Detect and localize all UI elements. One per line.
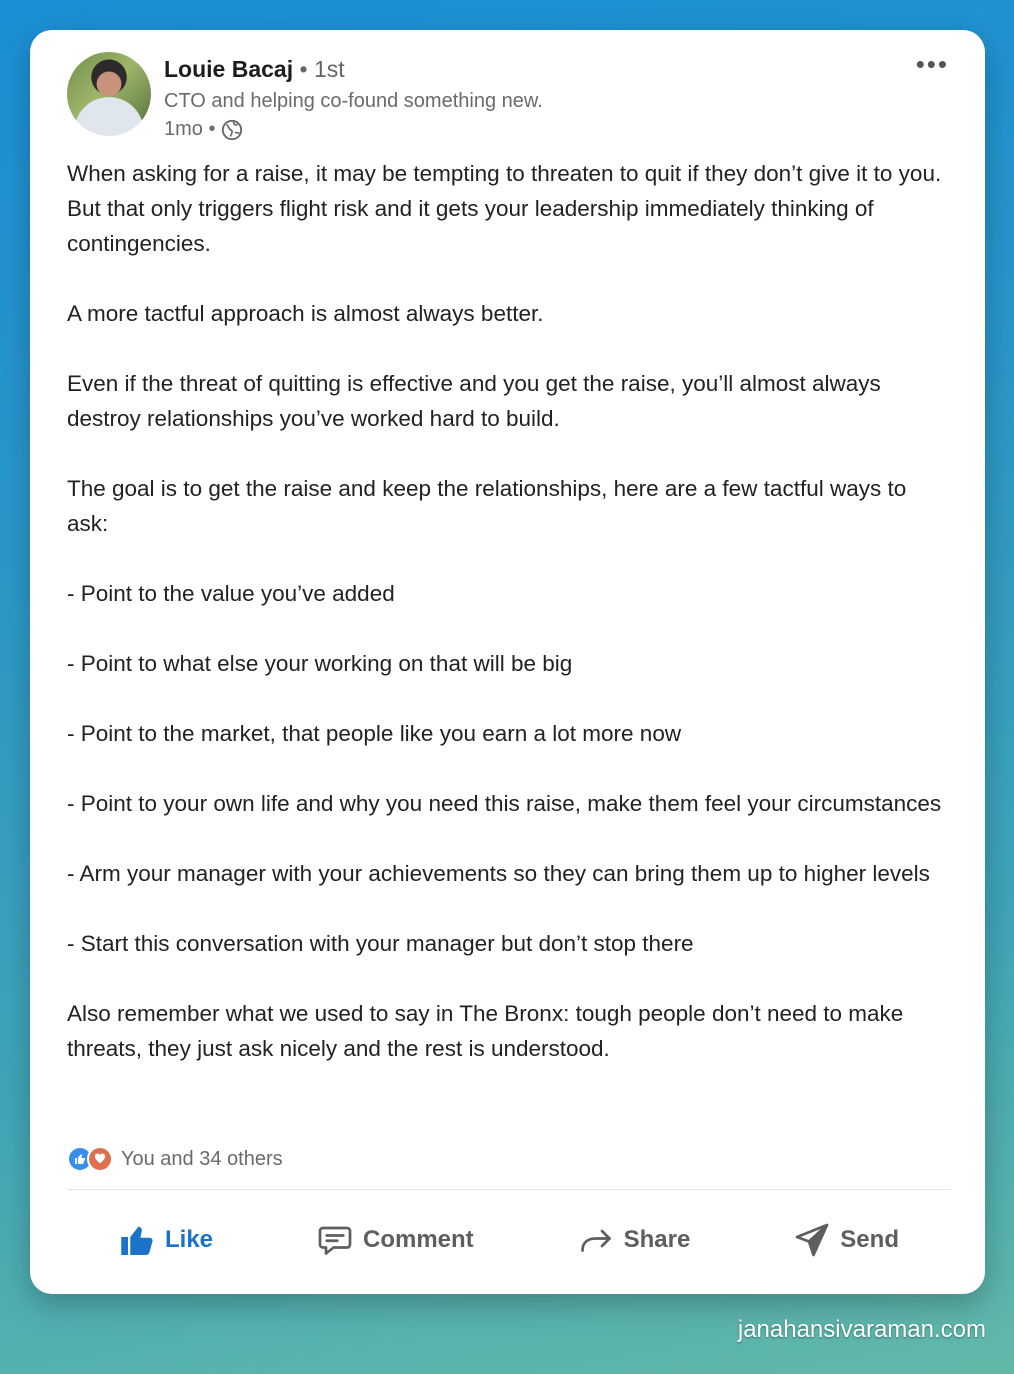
share-arrow-icon	[578, 1222, 614, 1258]
author-name-line	[164, 56, 345, 83]
like-button[interactable]	[119, 1222, 213, 1258]
author-avatar[interactable]	[67, 52, 151, 136]
post-paragraph: The goal is to get the raise and keep the relationships, here are a few tactful ways to ask:	[67, 476, 907, 536]
globe-icon	[221, 119, 243, 141]
send-paper-plane-icon	[794, 1222, 830, 1258]
post-list-item: - Start this conversation with your manager but don’t stop there	[67, 931, 694, 956]
reaction-icons	[67, 1146, 113, 1172]
author-name[interactable]: Louie Bacaj	[164, 56, 294, 82]
connection-degree: • 1st	[299, 56, 345, 82]
share-button[interactable]	[578, 1222, 691, 1258]
post-time: 1mo •	[164, 118, 216, 140]
divider	[67, 1189, 951, 1190]
post-paragraph: Also remember what we used to say in The Bronx: tough people don’t need to make threats, they just ask nicely and the rest is understood.	[67, 1001, 904, 1061]
comment-icon	[317, 1222, 353, 1258]
post-card	[30, 30, 985, 1294]
post-list-item: - Point to the market, that people like you earn a lot more now	[67, 721, 682, 746]
post-list-item: - Point to what else your working on that will be big	[67, 651, 573, 676]
post-list-item: - Point to your own life and why you need this raise, make them feel your circumstances	[67, 791, 942, 816]
comment-button[interactable]	[317, 1222, 474, 1258]
post-body	[67, 156, 952, 1101]
share-label: Share	[623, 1226, 691, 1253]
reactions-summary[interactable]	[67, 1146, 283, 1172]
reactions-count-text: You and 34 others	[121, 1147, 283, 1170]
author-headline: CTO and helping co-found something new.	[164, 90, 543, 112]
send-label: Send	[840, 1226, 899, 1253]
post-meta	[164, 118, 243, 141]
watermark: janahansivaraman.com	[737, 1316, 986, 1343]
action-bar	[67, 1206, 951, 1274]
post-list-item: - Arm your manager with your achievements so they can bring them up to higher levels	[67, 861, 930, 886]
love-reaction-icon	[87, 1146, 113, 1172]
more-options-button[interactable]: •••	[915, 49, 949, 79]
thumbs-up-icon	[119, 1222, 155, 1258]
send-button[interactable]	[794, 1222, 899, 1258]
post-paragraph: When asking for a raise, it may be tempting to threaten to quit if they don’t give it to you. But that only triggers flight risk and it gets your leadership immediately thinking of contingencies.	[67, 161, 942, 256]
comment-label: Comment	[362, 1226, 474, 1253]
like-label: Like	[164, 1226, 214, 1253]
post-list-item: - Point to the value you’ve added	[67, 581, 395, 606]
post-paragraph: Even if the threat of quitting is effective and you get the raise, you’ll almost always destroy relationships you’ve worked hard to build.	[67, 371, 881, 431]
post-paragraph: A more tactful approach is almost always better.	[67, 301, 544, 326]
